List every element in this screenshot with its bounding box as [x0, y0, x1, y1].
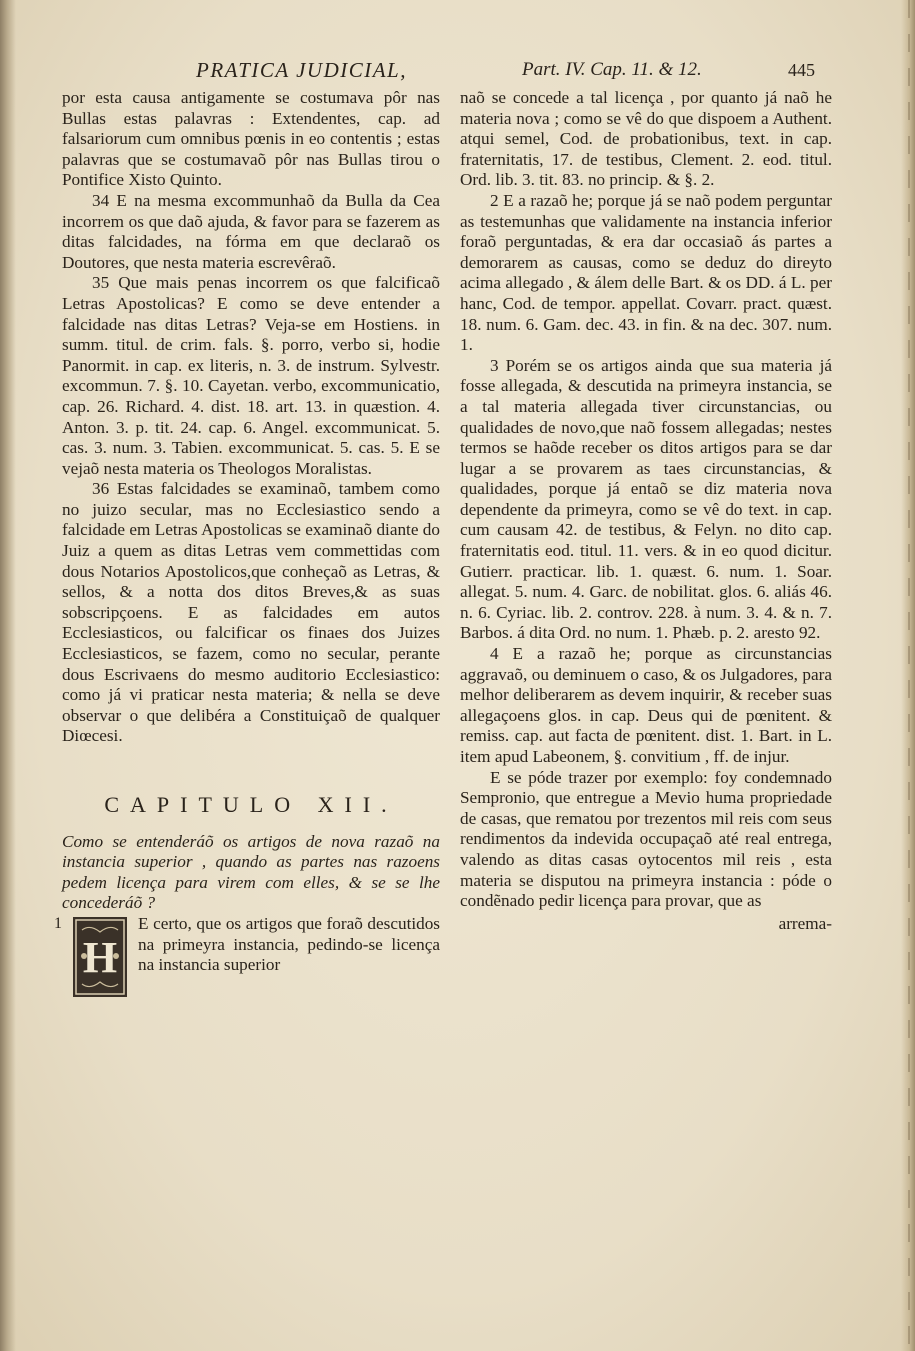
running-title: PRATICA JUDICIAL,: [196, 58, 407, 82]
paragraph-36: 36 Estas falcidades se examinaõ, tambem como no juizo secular, mas no Ecclesiastico sendo a falcidade em Letras Apostolicas se examinaõ diante do Juiz a quem as ditas Letras vem commettidas com dous Notarios Apostolicos,que conheçaõ as Letras, & sellos, & a notta dos ditos Breves,& as suas sobscripçoens. E as falcidades em autos Ecclesiasticos, ou falcificar os finaes dos Juizes Ecclesiasticos, se fazem, como no secular, perante dous Escrivaens do mesmo auditorio Ecclesiastico: como já vi praticar nesta materia; & nella se deve observar o que delibéra a Constituiçaõ de qualquer Diœcesi.: [62, 479, 440, 746]
page-gutter-shadow: [0, 0, 16, 1351]
dropcap-letter: H: [82, 932, 118, 982]
part-chapter-reference: Part. IV. Cap. 11. & 12.: [522, 59, 702, 80]
paragraph-continuation: naõ se concede a tal licença , por quanto já naõ he materia nova ; como se vê do que dispoem a Authent. atqui semel, Cod. de probationibus, text. in cap. fraternitatis, 17. de testibus, Clement. 2. eod. titul. Ord. lib. 3. tit. 83. no princip. & §. 2.: [460, 88, 832, 190]
decorated-initial-icon: [72, 916, 128, 998]
paragraph-4: 4 E a razaõ he; porque as circunstancias aggravaõ, ou deminuem o caso, & os Julgadores, para melhor deliberarem as devem inquirir, & receber suas allegaçoens glos. in cap. Deus qui de pœnitent. & remiss. cap. aut facta de pœnitent. dist. 1. Bart. in L. item apud Labeonem, §. convitium , ff. de injur.: [460, 644, 832, 766]
running-header: [60, 58, 840, 88]
paragraph-3: 3 Porém se os artigos ainda que sua materia já fosse allegada, & descutida na primeyra instancia, se a tal materia allegada tiver circunstancias, ou qualidades de novo,que naõ fossem allegadas; nestes termos se haõde receber os ditos artigos para se dar lugar a se provarem as taes circunstancias, & qualidades, porque já entaõ se diz materia nova dependente da primeyra, como se vê do text. in cap. cum causam 42. de testibus, & Felyn. no dito cap. fraternitatis eod. titul. 11. vers. & in eo quod dicitur. Gutierr. practicar. lib. 1. quæst. 6. num. 1. Soar. allegat. 5. num. 4. Garc. de nobilitat. glos. 6. aliás 46. n. 6. Cyriac. lib. 2. controv. 228. à num. 3. 4. & n. 7. Barbos. á dita Ord. no num. 1. Phæb. p. 2. aresto 92.: [460, 355, 832, 643]
paragraph-2: 2 E a razaõ he; porque já se naõ podem perguntar as testemunhas que validamente na instancia inferior foraõ perguntadas, & era dar occasiaõ ás partes a demorarem as causas, como se deduz do direyto acima allegado , & álem delle Bart. & os DD. á L. per hanc, Cod. de tempor. appellat. Covarr. pract. quæst. 18. num. 6. Gam. dec. 43. in fin. & na dec. 307. num. 1.: [460, 190, 832, 355]
left-column: [54, 88, 440, 1038]
paragraph-34: 34 E na mesma excommunhaõ da Bulla da Cea incorrem os que daõ ajuda, & favor para se fazerem as ditas falcidades, na fórma em que declaraõ os Doutores, que nesta materia escrevêraõ.: [62, 190, 440, 272]
chapter-heading: CAPITULO XII.: [104, 792, 398, 817]
paragraph-number: 1: [54, 914, 62, 932]
catchword: arrema-: [778, 913, 832, 933]
right-column: [460, 88, 832, 934]
first-paragraph-text: E certo, que os artigos que foraõ descutidos na primeyra instancia, pedindo-se licença na instancia superior: [138, 913, 440, 975]
paragraph-continuation: por esta causa antigamente se costumava pôr nas Bullas estas palavras : Extendentes, cap. ad falsariorum cum omnibus pœnis in eo contentis ; estas palavras que se costumavaõ pôr nas Bullas tirou o Pontifice Xisto Quinto.: [62, 88, 440, 190]
paragraph-example: E se póde trazer por exemplo: foy condemnado Sempronio, que entregue a Mevio huma propriedade de casas, que rematou por trezentos mil reis com seus rendimentos da indevida occupaçaõ até real entrega, valendo as ditas casas oytocentos mil reis , esta materia se disputou na primeyra instancia : póde o condẽnado pedir licença para provar, que as: [460, 767, 832, 911]
paragraph-35: 35 Que mais penas incorrem os que falcificaõ Letras Apostolicas? E como se deve entender a falcidade nas ditas Letras? Veja-se em Hostiens. in summ. titul. de crim. fals. §. porro, verbo si, hodie Panormit. in cap. ex literis, n. 3. de instrum. Sylvestr. excommun. 7. §. 10. Cayetan. verbo, excommunicatio, cap. 26. Richard. 4. dist. 18. art. 13. in quæstion. 4. Anton. 3. p. tit. 24. cap. 6. Angel. excommunicat. 5. cas. 3. num. 3. Tabien. excommunicat. 5. cas. 5. E se vejaõ nesta materia os Theologos Moralistas.: [62, 273, 440, 478]
page-number: 445: [788, 60, 815, 80]
chapter-first-paragraph: [54, 913, 440, 1038]
chapter-summary: Como se entenderáõ os artigos de nova razaõ na instancia superior , quando as partes nas razoens pedem licença para virem com elles, & se se lhe concederáõ ?: [62, 831, 440, 913]
page-fore-edge: [901, 0, 915, 1351]
